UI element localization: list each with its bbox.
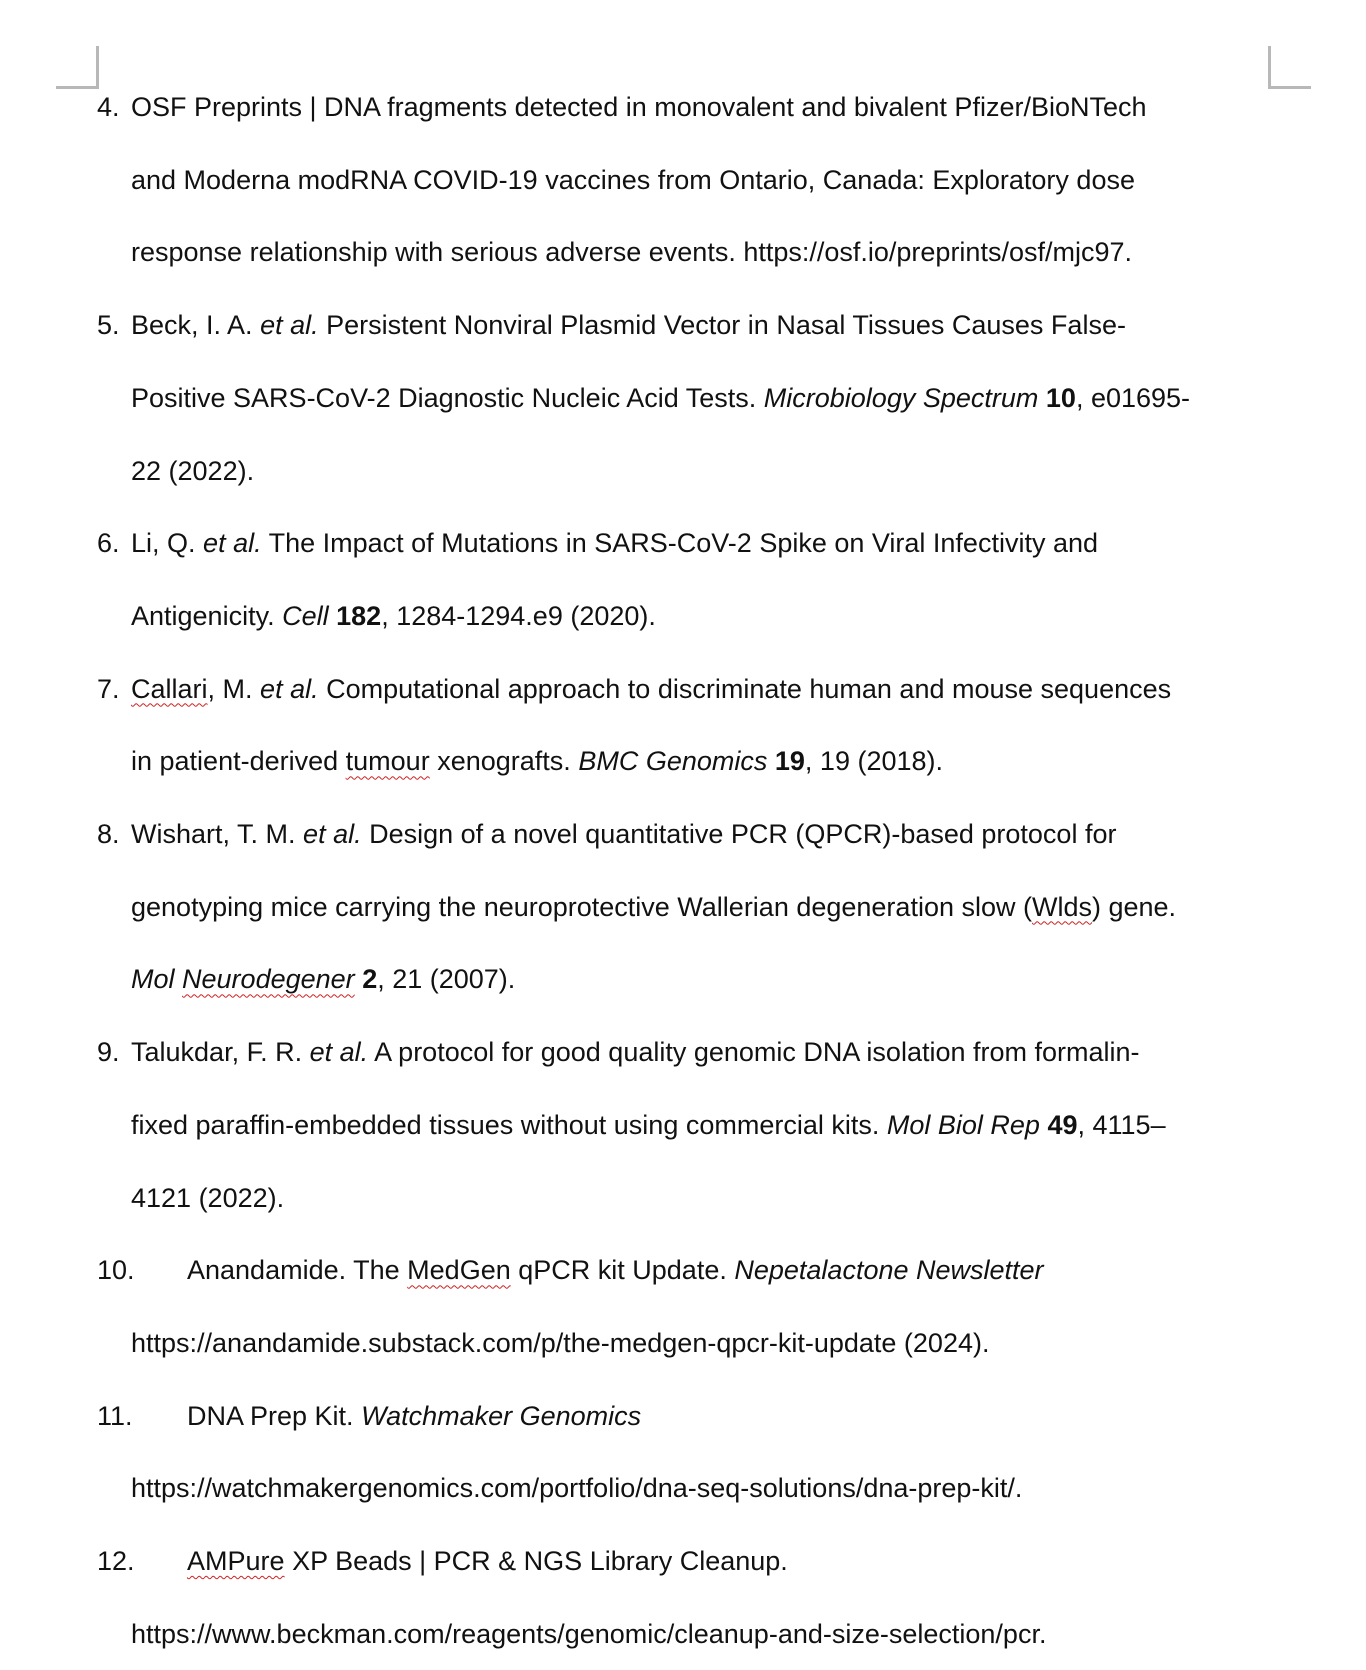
reference-number: 5. xyxy=(97,310,120,341)
reference-journal: Nepetalactone Newsletter xyxy=(734,1255,1044,1286)
spelling-flagged-word[interactable]: tumour xyxy=(345,746,430,777)
reference-title: in patient-derived xyxy=(131,746,339,777)
reference-number: 7. xyxy=(97,673,120,704)
reference-etal: et al. xyxy=(260,310,319,341)
reference-pages: 4121 (2022). xyxy=(131,1182,285,1213)
reference-author: Li, Q. xyxy=(131,528,196,559)
spelling-flagged-word[interactable]: Neurodegener xyxy=(182,964,355,995)
reference-url: https://anandamide.substack.com/p/the-medgen-qpcr-kit-update (2024). xyxy=(131,1327,990,1358)
reference-journal: Mol Biol Rep xyxy=(886,1109,1040,1140)
reference-url: https://www.beckman.com/reagents/genomic/cleanup-and-size-selection/pcr. xyxy=(131,1618,1047,1649)
reference-journal: Watchmaker Genomics xyxy=(361,1400,642,1431)
reference-item-8 xyxy=(0,798,1366,1016)
reference-author: , M. xyxy=(207,673,253,704)
reference-text-line: OSF Preprints | DNA fragments detected in monovalent and bivalent Pfizer/BioNTech xyxy=(131,92,1147,122)
reference-title: XP Beads | PCR & NGS Library Cleanup. xyxy=(292,1546,788,1577)
reference-item-7 xyxy=(0,653,1366,798)
reference-etal: et al. xyxy=(303,819,362,850)
reference-number: 10. xyxy=(97,1255,135,1286)
reference-volume: 2 xyxy=(362,964,378,995)
reference-journal: Mol xyxy=(131,964,175,995)
reference-pages: , 19 (2018). xyxy=(804,746,944,777)
reference-title: Design of a novel quantitative PCR (QPCR)-based protocol for xyxy=(369,819,1117,850)
reference-journal: Microbiology Spectrum xyxy=(763,382,1039,413)
reference-number: 12. xyxy=(97,1546,135,1577)
reference-item-4 xyxy=(0,71,1366,289)
reference-number: 8. xyxy=(97,819,120,850)
spelling-flagged-word[interactable]: Wlds xyxy=(1031,891,1092,922)
reference-author: Talukdar, F. R. xyxy=(131,1037,303,1068)
reference-list xyxy=(0,71,1366,1670)
reference-text-line: response relationship with serious adverse events. https://osf.io/preprints/osf/mjc97. xyxy=(131,237,1132,268)
reference-volume: 49 xyxy=(1047,1109,1078,1140)
reference-etal: et al. xyxy=(309,1037,369,1068)
reference-pages: 22 (2022). xyxy=(131,455,255,486)
spelling-flagged-word[interactable]: Callari xyxy=(131,673,208,704)
reference-volume: 19 xyxy=(774,746,805,777)
reference-author: Wishart, T. M. xyxy=(131,819,296,850)
reference-title: ) gene. xyxy=(1091,891,1177,922)
reference-number: 9. xyxy=(97,1037,120,1068)
reference-number: 11. xyxy=(97,1400,133,1431)
reference-title: The Impact of Mutations in SARS-CoV-2 Spike on Viral Infectivity and xyxy=(268,528,1099,559)
reference-author: Beck, I. A. xyxy=(131,310,253,341)
reference-pages: , 21 (2007). xyxy=(377,964,516,995)
reference-journal: BMC Genomics xyxy=(578,746,768,777)
reference-volume: 10 xyxy=(1045,382,1076,413)
reference-etal: et al. xyxy=(203,528,262,559)
reference-etal: et al. xyxy=(260,673,319,704)
reference-item-12 xyxy=(0,1525,1366,1670)
reference-title: xenografts. xyxy=(437,746,571,777)
reference-number: 6. xyxy=(97,528,120,559)
reference-title: A protocol for good quality genomic DNA isolation from formalin- xyxy=(374,1037,1140,1068)
reference-pages: , 1284-1294.e9 (2020). xyxy=(381,600,656,631)
reference-url: https://watchmakergenomics.com/portfolio/dna-seq-solutions/dna-prep-kit/. xyxy=(131,1473,1023,1504)
reference-title: genotyping mice carrying the neuroprotective Wallerian degeneration slow ( xyxy=(131,891,1032,922)
reference-title: Anandamide. The xyxy=(187,1255,400,1286)
reference-title: Persistent Nonviral Plasmid Vector in Nasal Tissues Causes False- xyxy=(326,310,1126,341)
reference-title: Antigenicity. xyxy=(131,600,275,631)
reference-title: DNA Prep Kit. xyxy=(187,1400,354,1431)
reference-title: Positive SARS-CoV-2 Diagnostic Nucleic Acid Tests. xyxy=(131,382,757,413)
reference-number: 4. xyxy=(97,92,120,122)
reference-item-6 xyxy=(0,507,1366,652)
reference-title: Computational approach to discriminate human and mouse sequences xyxy=(326,673,1172,704)
spelling-flagged-word[interactable]: AMPure xyxy=(187,1546,285,1577)
spelling-flagged-word[interactable]: MedGen xyxy=(407,1255,511,1286)
reference-item-5 xyxy=(0,289,1366,507)
reference-volume: 182 xyxy=(336,600,382,631)
reference-pages: , 4115– xyxy=(1077,1109,1166,1140)
reference-title: fixed paraffin-embedded tissues without using commercial kits. xyxy=(131,1109,880,1140)
reference-item-9 xyxy=(0,1016,1366,1234)
reference-pages: , e01695- xyxy=(1075,382,1191,413)
reference-journal: Cell xyxy=(282,600,329,631)
reference-item-10 xyxy=(0,1234,1366,1379)
reference-text-line: and Moderna modRNA COVID-19 vaccines from Ontario, Canada: Exploratory dose xyxy=(131,164,1135,195)
reference-title: qPCR kit Update. xyxy=(518,1255,727,1286)
reference-item-11 xyxy=(0,1380,1366,1525)
